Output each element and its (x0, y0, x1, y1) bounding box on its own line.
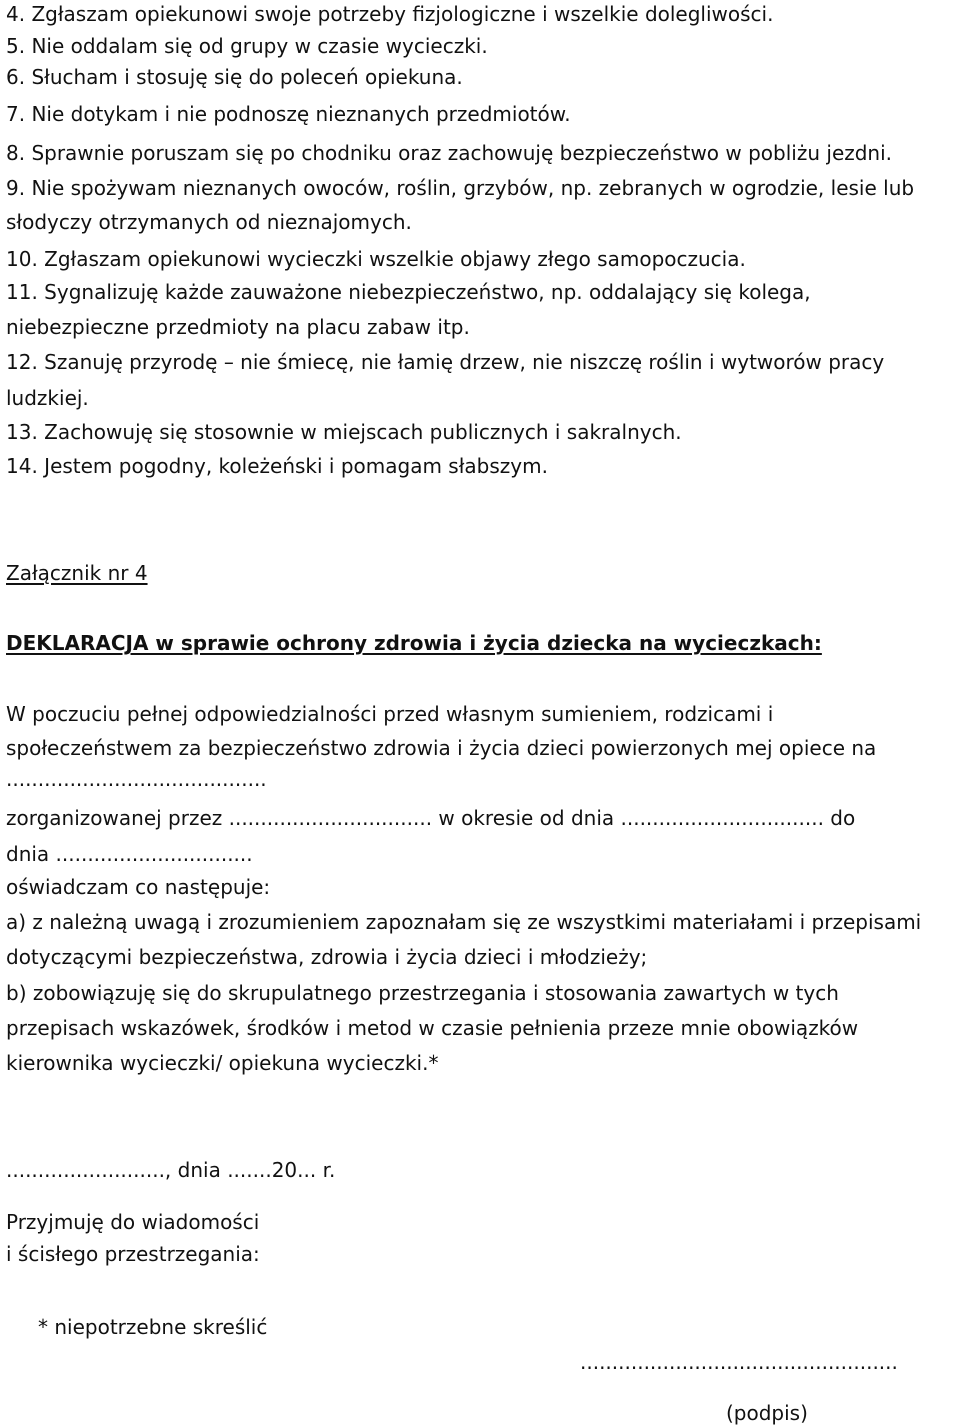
declaration-point-b-cont: przepisach wskazówek, środków i metod w czasie pełnienia przeze mnie obowiązków (6, 1016, 859, 1040)
rule-item-continuation: słodyczy otrzymanych od nieznajomych. (6, 210, 412, 234)
rule-item: 9. Nie spożywam nieznanych owoców, roślin, grzybów, np. zebranych w ogrodzie, lesie lub (6, 176, 915, 200)
rule-item: 10. Zgłaszam opiekunowi wycieczki wszelkie objawy złego samopoczucia. (6, 247, 746, 271)
acceptance-text: i ścisłego przestrzegania: (6, 1242, 260, 1266)
attachment-heading: Załącznik nr 4 (6, 561, 148, 585)
blank-field-dots: ......................................... (6, 767, 267, 791)
signature-label: (podpis) (726, 1401, 808, 1425)
rule-item-continuation: ludzkiej. (6, 386, 89, 410)
declaration-point-b-cont: kierownika wycieczki/ opiekuna wycieczki.* (6, 1051, 439, 1075)
declaration-line: społeczeństwem za bezpieczeństwo zdrowia i życia dzieci powierzonych mej opiece na (6, 736, 877, 760)
rule-item: 12. Szanuję przyrodę – nie śmiecę, nie łamię drzew, nie niszczę roślin i wytworów pracy (6, 350, 885, 374)
rule-item: 8. Sprawnie poruszam się po chodniku oraz zachowuję bezpieczeństwo w pobliżu jezdni. (6, 141, 893, 165)
rule-item: 7. Nie dotykam i nie podnoszę nieznanych przedmiotów. (6, 102, 571, 126)
acceptance-text: Przyjmuję do wiadomości (6, 1210, 260, 1234)
rule-item-continuation: niebezpieczne przedmioty na placu zabaw itp. (6, 315, 470, 339)
rule-item: 14. Jestem pogodny, koleżeński i pomagam słabszym. (6, 454, 548, 478)
declaration-line: zorganizowanej przez ................................ w okresie od dnia ................................ do (6, 806, 856, 830)
declaration-line: W poczuciu pełnej odpowiedzialności przed własnym sumieniem, rodzicami i (6, 702, 774, 726)
date-line: ........................., dnia .......20... r. (6, 1158, 336, 1182)
declaration-line: oświadczam co następuje: (6, 875, 271, 899)
declaration-line: dnia ............................... (6, 842, 253, 866)
footnote: * niepotrzebne skreślić (38, 1315, 268, 1339)
signature-dots: .................................................. (580, 1350, 898, 1374)
declaration-point-a: a) z należną uwagą i zrozumieniem zapoznałam się ze wszystkimi materiałami i przepisami (6, 910, 922, 934)
rule-item: 5. Nie oddalam się od grupy w czasie wycieczki. (6, 34, 488, 58)
declaration-title: DEKLARACJA w sprawie ochrony zdrowia i życia dziecka na wycieczkach: (6, 631, 822, 655)
declaration-point-a-cont: dotyczącymi bezpieczeństwa, zdrowia i życia dzieci i młodzieży; (6, 945, 648, 969)
rule-item: 11. Sygnalizuję każde zauważone niebezpieczeństwo, np. oddalający się kolega, (6, 280, 811, 304)
rule-item: 6. Słucham i stosuję się do poleceń opiekuna. (6, 65, 463, 89)
rule-item: 13. Zachowuję się stosownie w miejscach publicznych i sakralnych. (6, 420, 682, 444)
declaration-point-b: b) zobowiązuję się do skrupulatnego przestrzegania i stosowania zawartych w tych (6, 981, 839, 1005)
rule-item: 4. Zgłaszam opiekunowi swoje potrzeby fizjologiczne i wszelkie dolegliwości. (6, 2, 774, 26)
